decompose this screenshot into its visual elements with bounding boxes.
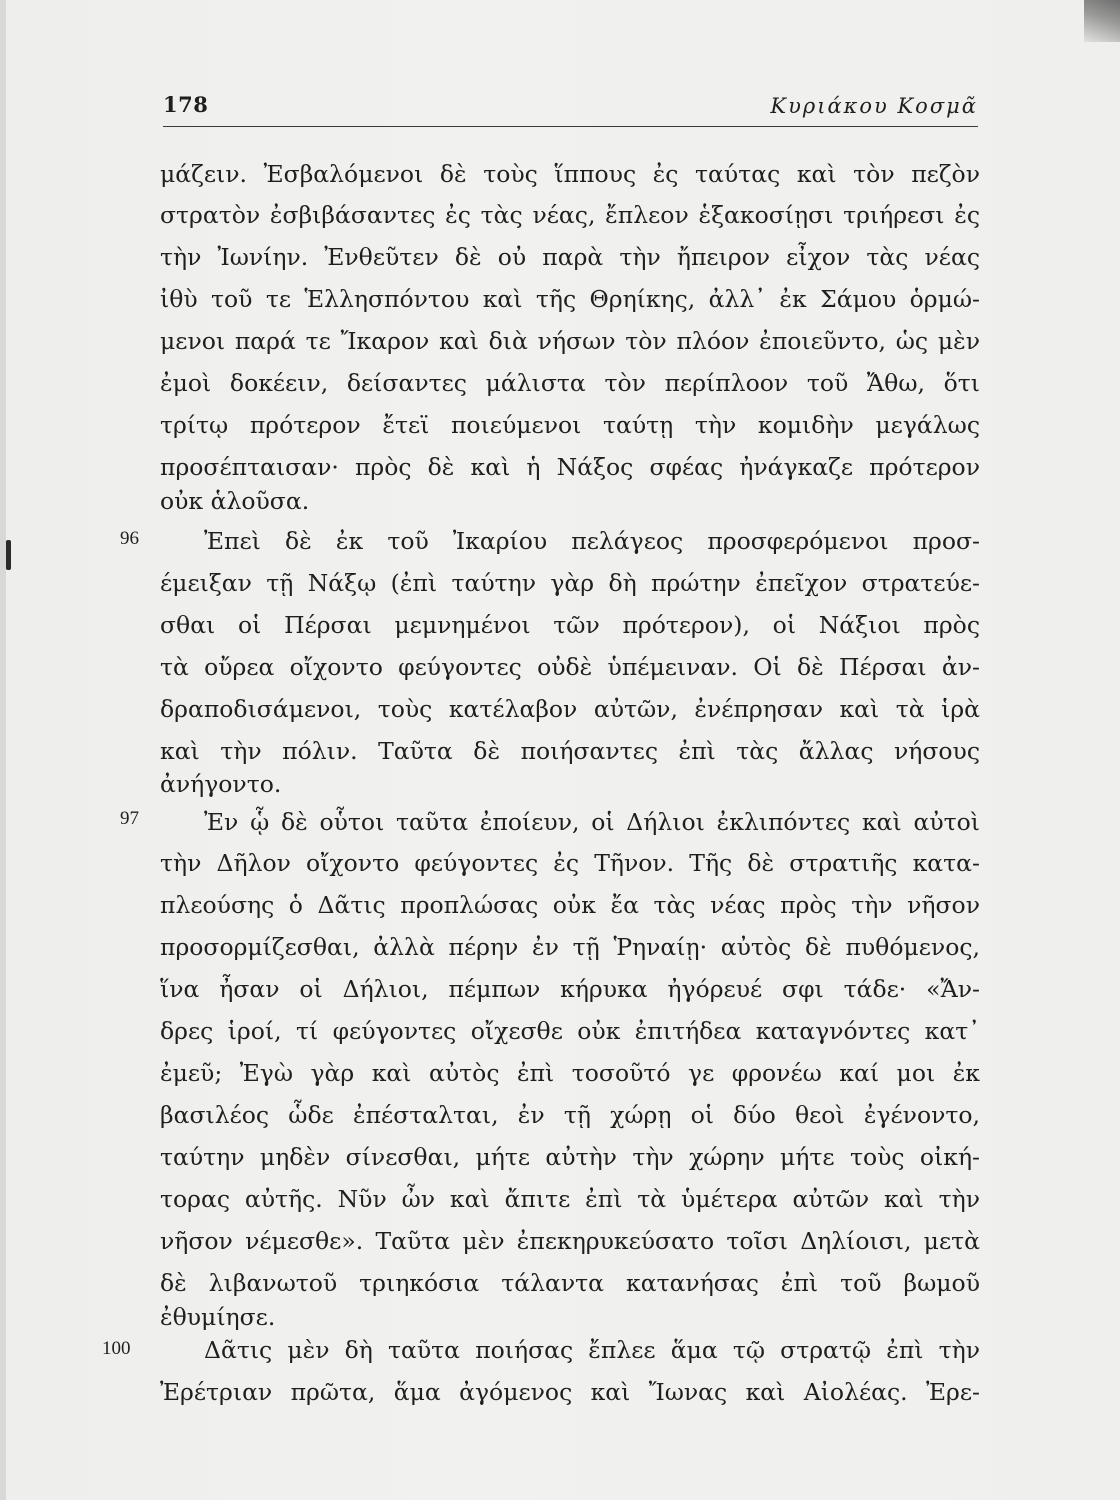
section-number-96: 96 — [120, 528, 139, 549]
text-line: πλεούσης ὁ Δᾶτις προπλώσας οὐκ ἔα τὰς νέας πρὸς τὴν νῆσον — [160, 891, 980, 919]
running-head: Κυριάκου Κοσμᾶ — [770, 94, 978, 118]
text-line: καὶ τὴν πόλιν. Ταῦτα δὲ ποιήσαντες ἐπὶ τὰς ἄλλας νήσους — [160, 737, 980, 765]
section-number-97: 97 — [120, 808, 139, 829]
text-line: στρατὸν ἐσβιβάσαντες ἐς τὰς νέας, ἔπλεον ἑξακοσίῃσι τριήρεσι ἐς — [160, 201, 980, 229]
text-line: τὴν Ἰωνίην. Ἐνθεῦτεν δὲ οὐ παρὰ τὴν ἤπειρον εἶχον τὰς νέας — [160, 243, 980, 271]
text-line: δραποδισάμενοι, τοὺς κατέλαβον αὐτῶν, ἐνέπρησαν καὶ τὰ ἱρὰ — [160, 695, 980, 723]
text-line: σθαι οἱ Πέρσαι μεμνημένοι τῶν πρότερον), οἱ Νάξιοι πρὸς — [160, 611, 980, 639]
text-line: τορας αὐτῆς. Νῦν ὦν καὶ ἄπιτε ἐπὶ τὰ ὑμέτερα αὐτῶν καὶ τὴν — [160, 1185, 980, 1213]
text-line: Ἐν ᾧ δὲ οὗτοι ταῦτα ἐποίευν, οἱ Δήλιοι ἐκλιπόντες καὶ αὐτοὶ — [204, 808, 980, 836]
text-line: ἵνα ἦσαν οἱ Δήλιοι, πέμπων κήρυκα ἠγόρευέ σφι τάδε· «Ἄν- — [160, 975, 980, 1003]
text-line: ἰθὺ τοῦ τε Ἑλλησπόντου καὶ τῆς Θρηίκης, ἀλλ᾽ ἐκ Σάμου ὁρμώ- — [160, 285, 980, 313]
text-line: προσέπταισαν· πρὸς δὲ καὶ ἡ Νάξος σφέας ἠνάγκαζε πρότερον — [160, 453, 980, 481]
text-line: τὴν Δῆλον οἴχοντο φεύγοντες ἐς Τῆνον. Τῆς δὲ στρατιῆς κατα- — [160, 849, 980, 877]
text-line: δρες ἱροί, τί φεύγοντες οἴχεσθε οὐκ ἐπιτήδεα καταγνόντες κατ᾽ — [160, 1017, 980, 1045]
text-line: τρίτῳ πρότερον ἔτεϊ ποιεύμενοι ταύτῃ τὴν κομιδὴν μεγάλως — [160, 411, 980, 439]
text-line: Δᾶτις μὲν δὴ ταῦτα ποιήσας ἔπλεε ἅμα τῷ στρατῷ ἐπὶ τὴν — [204, 1336, 980, 1364]
text-line: ἐμοὶ δοκέειν, δείσαντες μάλιστα τὸν περίπλοον τοῦ Ἄθω, ὅτι — [160, 369, 980, 397]
text-line: ἀνήγοντο. — [160, 770, 282, 798]
text-line: έμειξαν τῇ Νάξῳ (ἐπὶ ταύτην γὰρ δὴ πρώτην ἐπεῖχον στρατεύε- — [160, 569, 980, 597]
text-line: τὰ οὔρεα οἴχοντο φεύγοντες οὐδὲ ὑπέμειναν. Οἱ δὲ Πέρσαι ἀν- — [160, 653, 980, 681]
body-text — [160, 0, 990, 1500]
text-line: βασιλέος ὧδε ἐπέσταλται, ἐν τῇ χώρῃ οἱ δύο θεοὶ ἐγένοντο, — [160, 1101, 980, 1129]
text-line: ἐμεῦ; Ἐγὼ γὰρ καὶ αὐτὸς ἐπὶ τοσοῦτό γε φρονέω καί μοι ἐκ — [160, 1059, 980, 1087]
text-line: Ἐπεὶ δὲ ἐκ τοῦ Ἰκαρίου πελάγεος προσφερόμενοι προσ- — [204, 527, 980, 555]
text-line: μάζειν. Ἐσβαλόμενοι δὲ τοὺς ἵππους ἐς ταύτας καὶ τὸν πεζὸν — [160, 160, 980, 188]
text-line: προσορμίζεσθαι, ἀλλὰ πέρην ἐν τῇ Ῥηναίῃ· αὐτὸς δὲ πυθόμενος, — [160, 933, 980, 961]
text-line: οὐκ ἁλοῦσα. — [160, 487, 310, 515]
page-number: 178 — [163, 92, 209, 117]
text-line: δὲ λιβανωτοῦ τριηκόσια τάλαντα κατανήσας ἐπὶ τοῦ βωμοῦ — [160, 1269, 980, 1297]
text-line: Ἐρέτριαν πρῶτα, ἅμα ἀγόμενος καὶ Ἴωνας καὶ Αἰολέας. Ἐρε- — [160, 1378, 980, 1406]
page-spine-shadow — [0, 0, 6, 1500]
text-line: ταύτην μηδὲν σίνεσθαι, μήτε αὐτὴν τὴν χώρην μήτε τοὺς οἰκή- — [160, 1143, 980, 1171]
text-line: ἐθυμίησε. — [160, 1303, 276, 1331]
page-corner-shadow — [1084, 0, 1120, 42]
section-number-100: 100 — [102, 1338, 131, 1359]
text-line: νῆσον νέμεσθε». Ταῦτα μὲν ἐπεκηρυκεύσατο τοῖσι Δηλίοισι, μετὰ — [160, 1227, 980, 1255]
text-line: μενοι παρά τε Ἴκαρον καὶ διὰ νήσων τὸν πλόον ἐποιεῦντο, ὡς μὲν — [160, 327, 980, 355]
margin-mark — [6, 540, 11, 570]
